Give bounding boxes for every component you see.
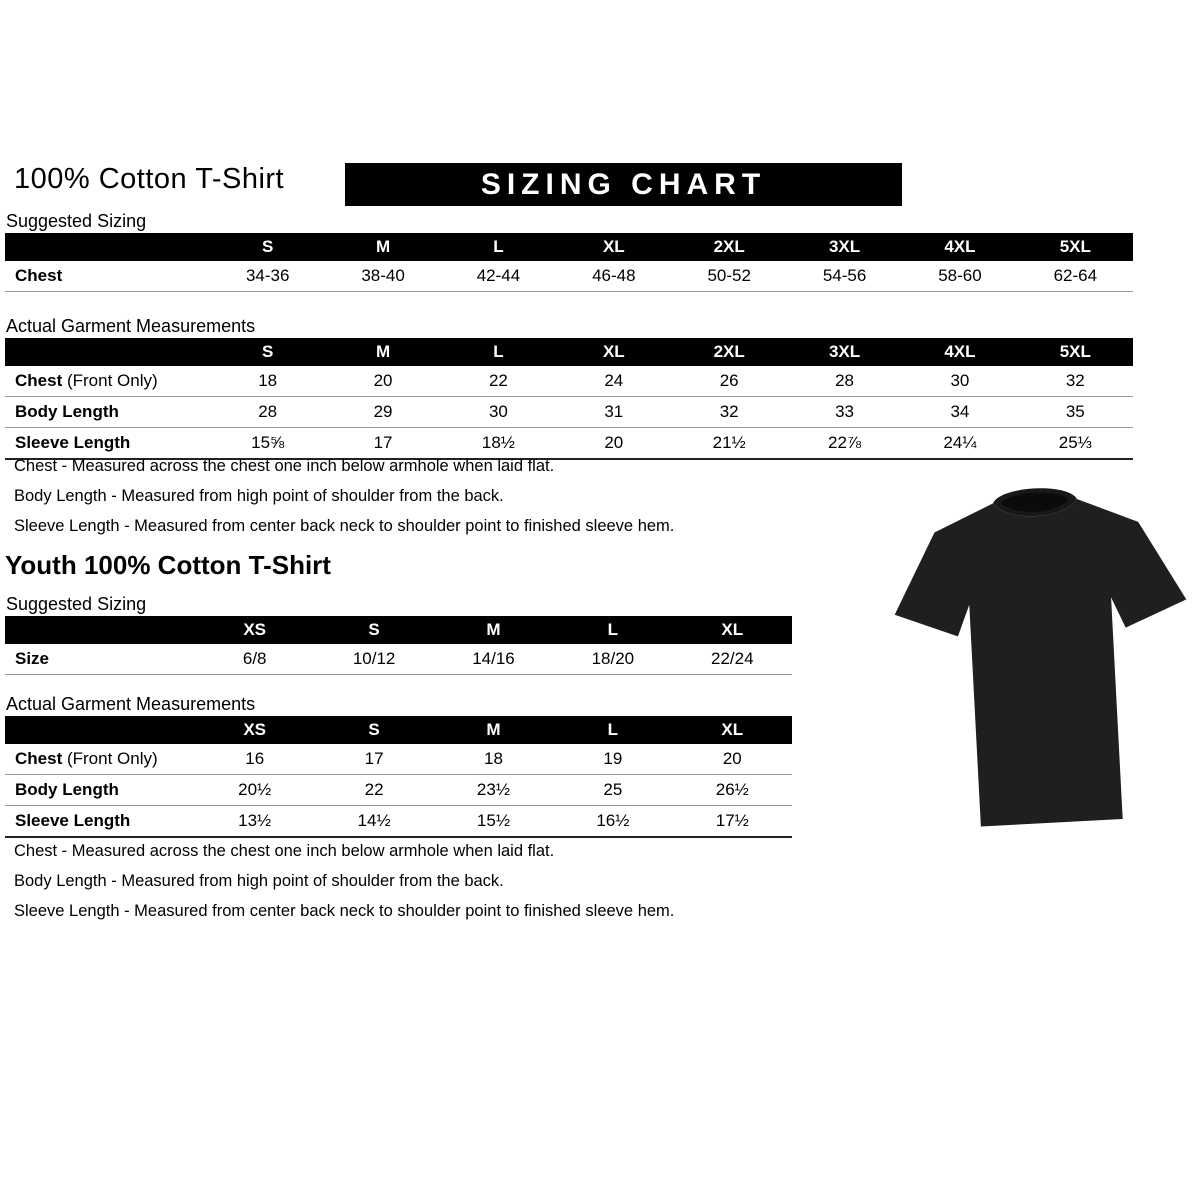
- cell: 29: [325, 397, 440, 428]
- cell: 25: [553, 775, 672, 806]
- cell: 42-44: [441, 261, 556, 292]
- table-row: [5, 744, 792, 775]
- youth-suggested-sizing-label: Suggested Sizing: [6, 594, 147, 614]
- row-label: Body Length: [5, 397, 210, 428]
- col-header: M: [434, 616, 553, 644]
- cell: 13½: [195, 806, 314, 838]
- header-row: [5, 616, 792, 644]
- table: [5, 616, 792, 675]
- youth-actual-measurements-table: [5, 716, 792, 838]
- empty-header-cell: [5, 338, 210, 366]
- col-header: XL: [556, 233, 671, 261]
- row-label: Chest (Front Only): [5, 744, 195, 775]
- empty-header-cell: [5, 233, 210, 261]
- empty-header-cell: [5, 716, 195, 744]
- note-line: Body Length - Measured from high point of shoulder from the back.: [14, 487, 504, 505]
- cell: 19: [553, 744, 672, 775]
- cell: 30: [902, 366, 1017, 397]
- cell: 22: [441, 366, 556, 397]
- col-header: S: [314, 716, 433, 744]
- col-header: 2XL: [672, 338, 787, 366]
- note-line: Sleeve Length - Measured from center back neck to shoulder point to finished sleeve hem.: [14, 517, 675, 535]
- col-header: L: [553, 616, 672, 644]
- col-header: XL: [673, 616, 792, 644]
- col-header: XL: [673, 716, 792, 744]
- cell: 28: [210, 397, 325, 428]
- cell: 58-60: [902, 261, 1017, 292]
- table: [5, 338, 1133, 460]
- row-label: Body Length: [5, 775, 195, 806]
- page-title: 100% Cotton T-Shirt: [14, 163, 285, 195]
- adult-measurement-notes: [14, 458, 674, 548]
- adult-actual-measurements-table: [5, 338, 1133, 460]
- col-header: 4XL: [902, 338, 1017, 366]
- cell: 32: [1018, 366, 1133, 397]
- cell: 20: [325, 366, 440, 397]
- col-header: 3XL: [787, 233, 902, 261]
- cell: 18: [210, 366, 325, 397]
- cell: 17: [325, 428, 440, 460]
- row-label: Sleeve Length: [5, 428, 210, 460]
- cell: 34-36: [210, 261, 325, 292]
- cell: 46-48: [556, 261, 671, 292]
- col-header: XS: [195, 716, 314, 744]
- col-header: 4XL: [902, 233, 1017, 261]
- cell: 18½: [441, 428, 556, 460]
- cell: 24: [556, 366, 671, 397]
- cell: 24¼: [902, 428, 1017, 460]
- cell: 16: [195, 744, 314, 775]
- table-row: [5, 775, 792, 806]
- cell: 62-64: [1018, 261, 1133, 292]
- cell: 15⅝: [210, 428, 325, 460]
- col-header: S: [210, 338, 325, 366]
- col-header: S: [314, 616, 433, 644]
- cell: 15½: [434, 806, 553, 838]
- cell: 10/12: [314, 644, 433, 675]
- cell: 17: [314, 744, 433, 775]
- cell: 30: [441, 397, 556, 428]
- note-line: Chest - Measured across the chest one inch below armhole when laid flat.: [14, 457, 555, 475]
- cell: 35: [1018, 397, 1133, 428]
- table: [5, 233, 1133, 292]
- cell: 17½: [673, 806, 792, 838]
- cell: 22: [314, 775, 433, 806]
- col-header: 3XL: [787, 338, 902, 366]
- adult-actual-measurements-label: Actual Garment Measurements: [6, 316, 256, 336]
- cell: 54-56: [787, 261, 902, 292]
- col-header: 5XL: [1018, 233, 1133, 261]
- cell: 21½: [672, 428, 787, 460]
- cell: 38-40: [325, 261, 440, 292]
- col-header: L: [553, 716, 672, 744]
- cell: 18/20: [553, 644, 672, 675]
- adult-suggested-sizing-label: Suggested Sizing: [6, 211, 147, 231]
- col-header: M: [434, 716, 553, 744]
- cell: 14½: [314, 806, 433, 838]
- cell: 14/16: [434, 644, 553, 675]
- cell: 18: [434, 744, 553, 775]
- col-header: S: [210, 233, 325, 261]
- cell: 25⅓: [1018, 428, 1133, 460]
- cell: 6/8: [195, 644, 314, 675]
- table-row: [5, 428, 1133, 460]
- youth-measurement-notes: [14, 843, 674, 933]
- note-line: Sleeve Length - Measured from center back neck to shoulder point to finished sleeve hem.: [14, 902, 675, 920]
- cell: 16½: [553, 806, 672, 838]
- cell: 22⅞: [787, 428, 902, 460]
- row-label: Sleeve Length: [5, 806, 195, 838]
- youth-actual-measurements-label: Actual Garment Measurements: [6, 694, 256, 714]
- cell: 23½: [434, 775, 553, 806]
- cell: 34: [902, 397, 1017, 428]
- table-row: [5, 261, 1133, 292]
- cell: 33: [787, 397, 902, 428]
- header-row: [5, 716, 792, 744]
- table-row: [5, 644, 792, 675]
- col-header: 2XL: [672, 233, 787, 261]
- cell: 31: [556, 397, 671, 428]
- header-row: [5, 233, 1133, 261]
- cell: 50-52: [672, 261, 787, 292]
- row-label: Size: [5, 644, 195, 675]
- youth-section-title: Youth 100% Cotton T-Shirt: [5, 550, 331, 580]
- cell: 22/24: [673, 644, 792, 675]
- table-row: [5, 366, 1133, 397]
- sizing-chart-banner: SIZING CHART: [345, 163, 902, 206]
- table-row: [5, 806, 792, 838]
- col-header: 5XL: [1018, 338, 1133, 366]
- row-label: Chest (Front Only): [5, 366, 210, 397]
- tshirt-image: [884, 466, 1200, 843]
- table: [5, 716, 792, 838]
- tshirt-graphic: [884, 466, 1200, 843]
- col-header: L: [441, 338, 556, 366]
- note-line: Chest - Measured across the chest one inch below armhole when laid flat.: [14, 842, 555, 860]
- col-header: M: [325, 338, 440, 366]
- adult-suggested-sizing-table: [5, 233, 1133, 292]
- table-row: [5, 397, 1133, 428]
- col-header: XS: [195, 616, 314, 644]
- cell: 28: [787, 366, 902, 397]
- col-header: XL: [556, 338, 671, 366]
- note-line: Body Length - Measured from high point of shoulder from the back.: [14, 872, 504, 890]
- cell: 20: [556, 428, 671, 460]
- row-label: Chest: [5, 261, 210, 292]
- empty-header-cell: [5, 616, 195, 644]
- cell: 26½: [673, 775, 792, 806]
- header-row: [5, 338, 1133, 366]
- cell: 20½: [195, 775, 314, 806]
- cell: 20: [673, 744, 792, 775]
- cell: 32: [672, 397, 787, 428]
- col-header: L: [441, 233, 556, 261]
- col-header: M: [325, 233, 440, 261]
- cell: 26: [672, 366, 787, 397]
- youth-suggested-sizing-table: [5, 616, 792, 675]
